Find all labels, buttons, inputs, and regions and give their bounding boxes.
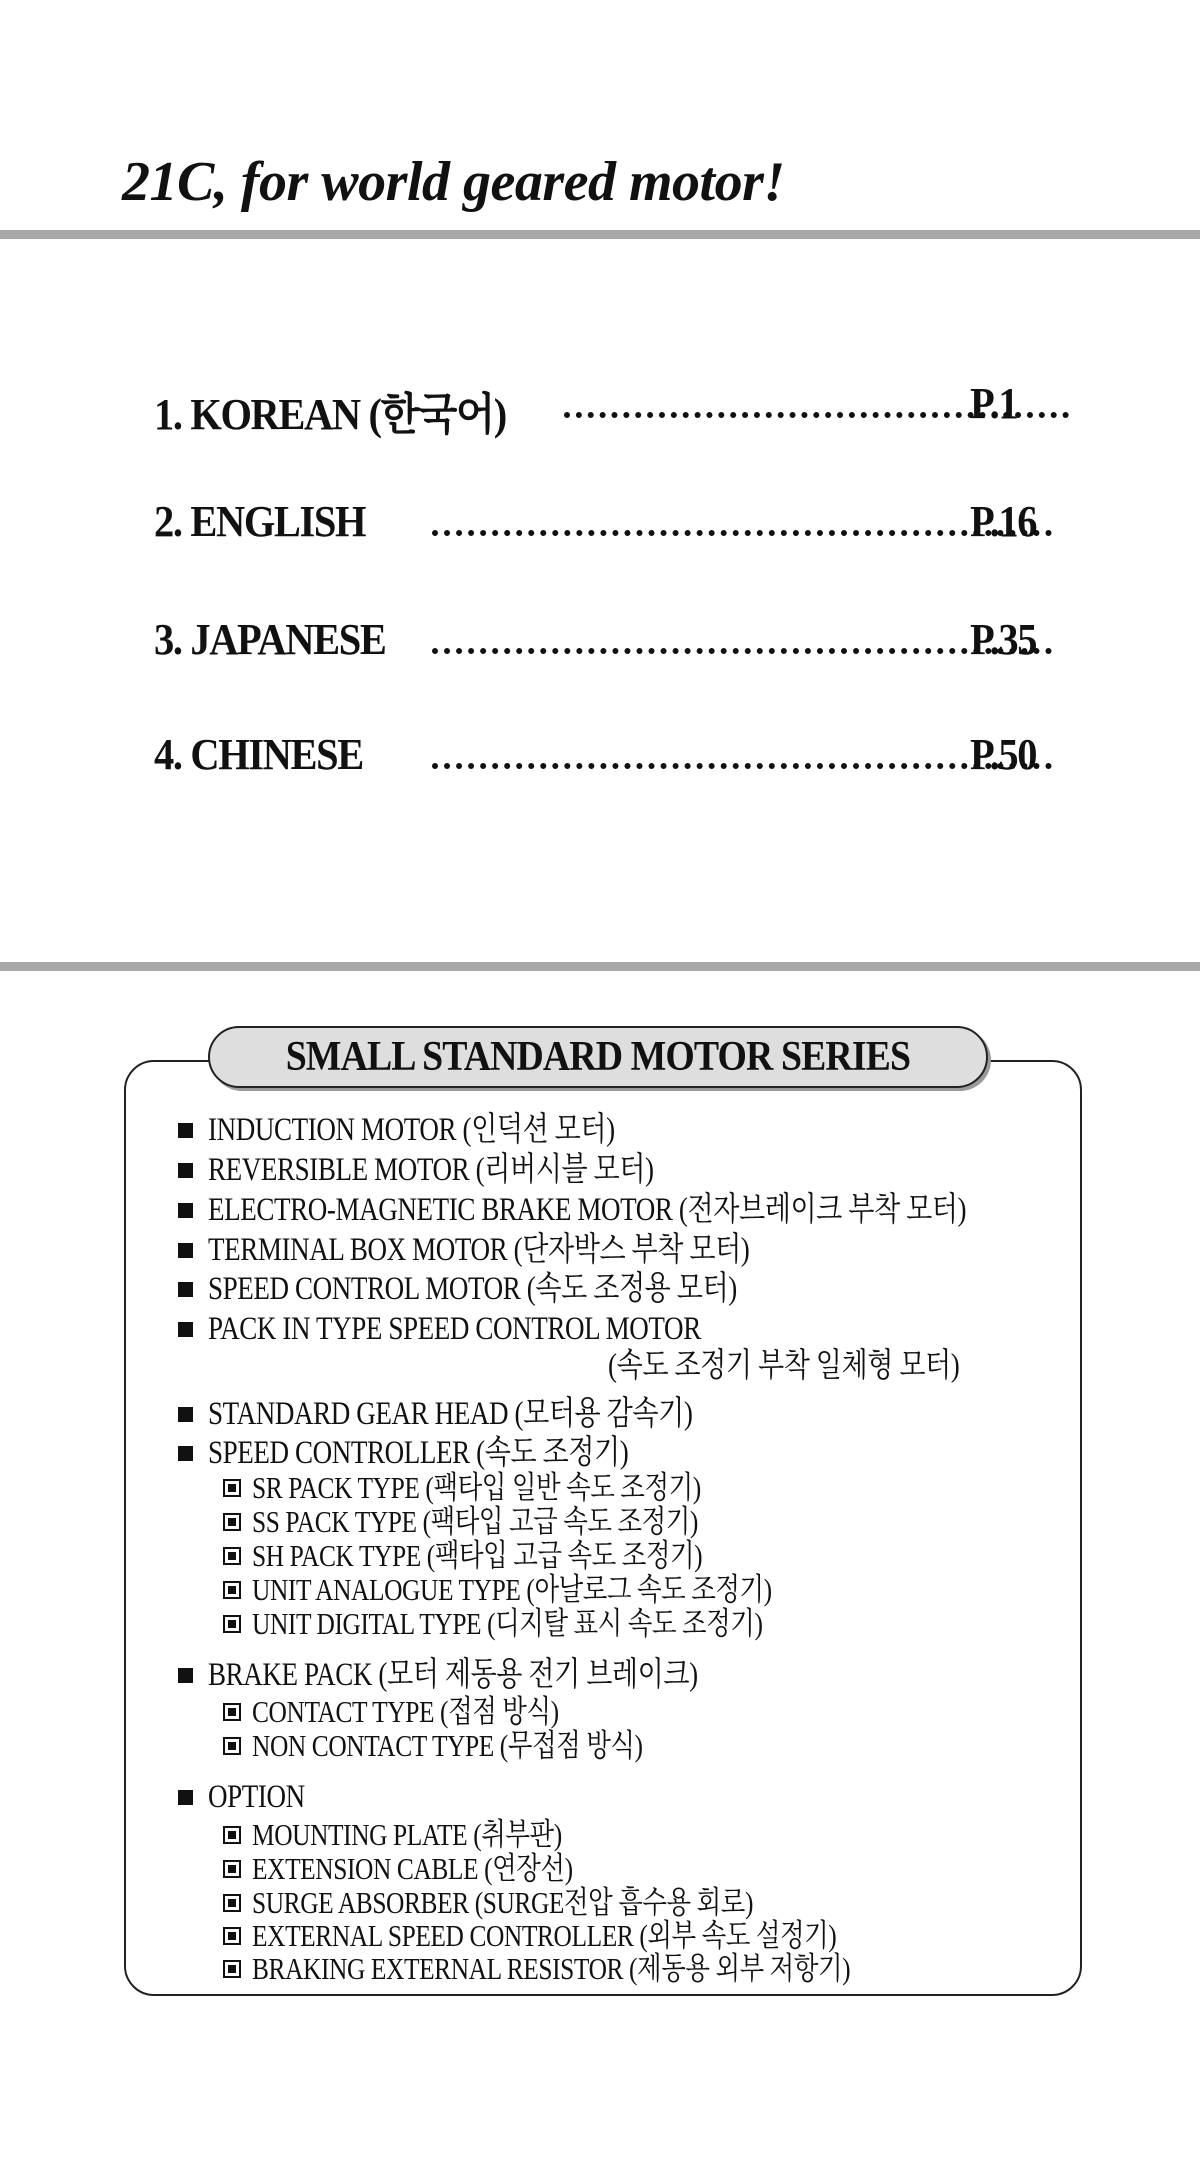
sub-bullet-square (223, 1960, 241, 1978)
series-item: INDUCTION MOTOR (인덕션 모터) (208, 1112, 615, 1148)
series-item: REVERSIBLE MOTOR (리버시블 모터) (208, 1152, 654, 1188)
sub-bullet-square (223, 1737, 241, 1755)
sub-bullet-square (223, 1703, 241, 1721)
bullet-square (178, 1203, 193, 1218)
bullet-square (178, 1407, 193, 1422)
series-item: PACK IN TYPE SPEED CONTROL MOTOR (208, 1311, 701, 1347)
toc-page-number: P.50 (970, 730, 1037, 779)
sub-bullet-square (223, 1894, 241, 1912)
bullet-square (178, 1790, 193, 1805)
series-item: SPEED CONTROL MOTOR (속도 조정용 모터) (208, 1271, 737, 1307)
toc-leader-dots (432, 648, 1052, 654)
series-subitem: EXTERNAL SPEED CONTROLLER (외부 속도 설정기) (252, 1918, 837, 1953)
sub-bullet-square (223, 1479, 241, 1497)
middle-divider (0, 962, 1200, 971)
series-subitem: UNIT DIGITAL TYPE (디지탈 표시 속도 조정기) (252, 1606, 763, 1641)
toc-row-japanese[interactable] (154, 614, 1054, 674)
series-subitem: SH PACK TYPE (팩타입 고급 속도 조정기) (252, 1538, 703, 1573)
sub-bullet-square (223, 1860, 241, 1878)
toc-label: 2. ENGLISH (154, 497, 366, 546)
series-subitem: NON CONTACT TYPE (무접점 방식) (252, 1728, 643, 1763)
toc-page-number: P.1 (970, 379, 1018, 428)
bullet-square (178, 1322, 193, 1337)
bullet-square (178, 1446, 193, 1461)
series-title-banner (208, 1026, 988, 1088)
series-subitem: SS PACK TYPE (팩타입 고급 속도 조정기) (252, 1504, 698, 1539)
series-subitem: SURGE ABSORBER (SURGE전압 흡수용 회로) (252, 1885, 754, 1920)
sub-bullet-square (223, 1513, 241, 1531)
bullet-square (178, 1163, 193, 1178)
series-title: SMALL STANDARD MOTOR SERIES (285, 1034, 911, 1080)
top-divider (0, 230, 1200, 239)
bullet-square (178, 1282, 193, 1297)
sub-bullet-square (223, 1615, 241, 1633)
series-subitem: CONTACT TYPE (접점 방식) (252, 1694, 559, 1729)
toc-leader-dots (432, 763, 1052, 769)
series-item: BRAKE PACK (모터 제동용 전기 브레이크) (208, 1657, 698, 1693)
series-item: STANDARD GEAR HEAD (모터용 감속기) (208, 1396, 693, 1432)
toc-row-chinese[interactable] (154, 729, 1054, 789)
bullet-square (178, 1243, 193, 1258)
series-item: SPEED CONTROLLER (속도 조정기) (208, 1435, 629, 1471)
series-subitem: SR PACK TYPE (팩타입 일반 속도 조정기) (252, 1470, 701, 1505)
series-item-continuation: (속도 조정기 부착 일체형 모터) (608, 1348, 960, 1384)
series-subitem: EXTENSION CABLE (연장선) (252, 1851, 573, 1886)
series-subitem: BRAKING EXTERNAL RESISTOR (제동용 외부 저항기) (252, 1951, 851, 1986)
series-subitem: UNIT ANALOGUE TYPE (아날로그 속도 조정기) (252, 1572, 772, 1607)
toc-label: 3. JAPANESE (154, 615, 386, 664)
sub-bullet-square (223, 1927, 241, 1945)
toc-label: 1. KOREAN (한국어) (154, 390, 506, 439)
series-item: TERMINAL BOX MOTOR (단자박스 부착 모터) (208, 1232, 750, 1268)
toc-page-number: P.16 (970, 497, 1037, 546)
series-item: ELECTRO-MAGNETIC BRAKE MOTOR (전자브레이크 부착 모터) (208, 1192, 967, 1228)
sub-bullet-square (223, 1547, 241, 1565)
sub-bullet-square (223, 1581, 241, 1599)
series-subitem: MOUNTING PLATE (취부판) (252, 1817, 562, 1852)
sub-bullet-square (223, 1826, 241, 1844)
bullet-square (178, 1668, 193, 1683)
tagline: 21C, for world geared motor! (122, 151, 785, 213)
toc-label: 4. CHINESE (154, 730, 363, 779)
toc-page-number: P.35 (970, 615, 1037, 664)
toc-row-korean[interactable] (154, 378, 1054, 438)
bullet-square (178, 1123, 193, 1138)
toc-leader-dots (432, 530, 1052, 536)
series-item: OPTION (208, 1779, 305, 1815)
toc-row-english[interactable] (154, 496, 1054, 556)
